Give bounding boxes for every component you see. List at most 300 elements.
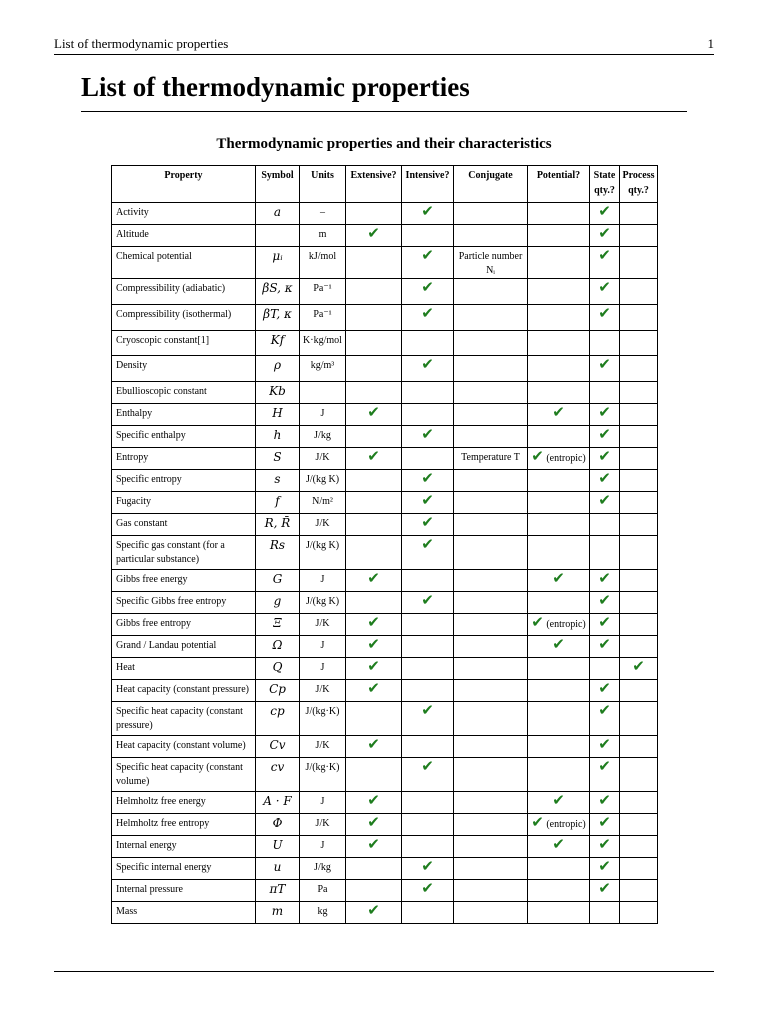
cell-state [590,792,620,814]
cell-conjugate [454,331,528,356]
cell-process [620,792,658,814]
table-row [112,902,658,924]
cell-state [590,902,620,924]
cell-intensive [402,356,454,382]
check-icon: ✔ [598,469,611,487]
cell-units: J/K [300,614,346,636]
table-row [112,658,658,680]
cell-process [620,592,658,614]
cell-units: J [300,636,346,658]
cell-intensive [402,880,454,902]
cell-symbol: Rs [256,536,300,570]
table-row [112,592,658,614]
cell-state [590,514,620,536]
cell-state [590,426,620,448]
cell-property: Compressibility (adiabatic) [112,279,256,305]
check-icon: ✔ [598,835,611,853]
cell-intensive [402,570,454,592]
cell-intensive [402,758,454,792]
cell-potential [528,702,590,736]
cell-process [620,225,658,247]
cell-extensive [346,836,402,858]
cell-extensive [346,225,402,247]
cell-conjugate [454,592,528,614]
table-row [112,814,658,836]
cell-units: J [300,404,346,426]
check-icon: ✔ [421,304,434,322]
check-icon: ✔ [598,635,611,653]
table-row [112,758,658,792]
cell-property: Specific heat capacity (constant volume) [112,758,256,792]
cell-conjugate [454,736,528,758]
cell-property: Specific Gibbs free entropy [112,592,256,614]
cell-process [620,636,658,658]
cell-extensive [346,356,402,382]
cell-intensive [402,636,454,658]
check-icon: ✔ [632,657,645,675]
cell-extensive [346,404,402,426]
cell-symbol: Ω [256,636,300,658]
check-icon: ✔ [552,635,565,653]
cell-units: m [300,225,346,247]
cell-process [620,426,658,448]
cell-potential [528,279,590,305]
cell-extensive [346,203,402,225]
potential-note: (entropic) [546,619,586,630]
table-row [112,880,658,902]
check-icon: ✔ [598,278,611,296]
cell-potential [528,902,590,924]
cell-process [620,382,658,404]
cell-conjugate [454,426,528,448]
cell-extensive [346,492,402,514]
check-icon: ✔ [598,791,611,809]
cell-extensive [346,514,402,536]
check-icon: ✔ [367,447,380,465]
cell-potential [528,592,590,614]
table-row [112,792,658,814]
cell-extensive [346,758,402,792]
table-row [112,331,658,356]
cell-potential [528,880,590,902]
cell-potential [528,492,590,514]
table-body [112,203,658,924]
page-header [54,34,714,55]
cell-units: J/(kg K) [300,536,346,570]
cell-extensive [346,702,402,736]
cell-extensive [346,570,402,592]
cell-state [590,225,620,247]
cell-conjugate: Temperature T [454,448,528,470]
cell-potential [528,836,590,858]
footer-rule [54,971,714,972]
cell-property: Gibbs free energy [112,570,256,592]
cell-units: Pa⁻¹ [300,305,346,331]
column-header-process: Process qty.? [620,166,658,203]
check-icon: ✔ [367,813,380,831]
cell-property: Heat capacity (constant pressure) [112,680,256,702]
cell-units: kg/m³ [300,356,346,382]
check-icon: ✔ [598,246,611,264]
cell-property: Specific entropy [112,470,256,492]
cell-state [590,279,620,305]
cell-property: Helmholtz free energy [112,792,256,814]
check-icon: ✔ [598,224,611,242]
cell-units: Pa⁻¹ [300,279,346,305]
cell-state [590,814,620,836]
cell-state [590,614,620,636]
check-icon: ✔ [552,835,565,853]
cell-potential [528,536,590,570]
cell-state [590,448,620,470]
cell-property: Heat [112,658,256,680]
table-row [112,858,658,880]
cell-symbol: cp [256,702,300,736]
check-icon: ✔ [421,701,434,719]
cell-state [590,758,620,792]
cell-conjugate [454,382,528,404]
cell-process [620,614,658,636]
check-icon: ✔ [421,491,434,509]
cell-potential [528,305,590,331]
cell-extensive [346,279,402,305]
running-title: List of thermodynamic properties [54,36,229,51]
check-icon: ✔ [421,535,434,553]
column-header-conjugate: Conjugate [454,166,528,203]
cell-intensive [402,736,454,758]
cell-intensive [402,514,454,536]
check-icon: ✔ [531,813,544,831]
cell-extensive [346,736,402,758]
cell-symbol: μᵢ [256,247,300,279]
cell-extensive [346,680,402,702]
table-caption: Thermodynamic properties and their characteristics [216,136,552,152]
cell-symbol: βT, κ [256,305,300,331]
cell-state [590,680,620,702]
cell-extensive [346,247,402,279]
cell-extensive [346,470,402,492]
cell-state [590,658,620,680]
cell-process [620,247,658,279]
cell-process [620,203,658,225]
cell-extensive [346,592,402,614]
cell-potential [528,636,590,658]
table-row [112,514,658,536]
cell-intensive [402,247,454,279]
cell-intensive [402,658,454,680]
cell-symbol: Ξ [256,614,300,636]
table-row [112,736,658,758]
cell-intensive [402,536,454,570]
cell-property: Cryoscopic constant[1] [112,331,256,356]
cell-extensive [346,305,402,331]
cell-intensive [402,448,454,470]
check-icon: ✔ [598,491,611,509]
check-icon: ✔ [421,879,434,897]
cell-state [590,736,620,758]
cell-symbol: Kf [256,331,300,356]
cell-property: Chemical potential [112,247,256,279]
check-icon: ✔ [367,791,380,809]
cell-state [590,880,620,902]
cell-conjugate [454,680,528,702]
check-icon: ✔ [552,791,565,809]
page-number: 1 [707,36,714,51]
cell-potential [528,570,590,592]
cell-property: Internal pressure [112,880,256,902]
cell-extensive [346,636,402,658]
cell-intensive [402,225,454,247]
cell-property: Altitude [112,225,256,247]
cell-process [620,448,658,470]
cell-process [620,902,658,924]
check-icon: ✔ [421,355,434,373]
cell-units: J/K [300,736,346,758]
cell-units: J/K [300,680,346,702]
check-icon: ✔ [598,425,611,443]
cell-symbol: s [256,470,300,492]
cell-units: kJ/mol [300,247,346,279]
cell-intensive [402,592,454,614]
cell-extensive [346,426,402,448]
table-row [112,356,658,382]
check-icon: ✔ [552,569,565,587]
cell-symbol: R, R̄ [256,514,300,536]
cell-property: Specific gas constant (for a particular substance) [112,536,256,570]
cell-property: Internal energy [112,836,256,858]
check-icon: ✔ [421,469,434,487]
cell-intensive [402,792,454,814]
cell-state [590,858,620,880]
cell-property: Ebullioscopic constant [112,382,256,404]
check-icon: ✔ [598,879,611,897]
check-icon: ✔ [598,679,611,697]
cell-process [620,492,658,514]
cell-intensive [402,492,454,514]
table-row [112,225,658,247]
cell-symbol: f [256,492,300,514]
cell-conjugate [454,225,528,247]
cell-property: Heat capacity (constant volume) [112,736,256,758]
cell-conjugate [454,858,528,880]
cell-units: J/kg [300,858,346,880]
cell-units: J/K [300,814,346,836]
cell-symbol: Kb [256,382,300,404]
cell-process [620,880,658,902]
table-row [112,247,658,279]
check-icon: ✔ [367,403,380,421]
cell-process [620,736,658,758]
cell-property: Density [112,356,256,382]
cell-units: Pa [300,880,346,902]
check-icon: ✔ [598,202,611,220]
cell-state [590,382,620,404]
check-icon: ✔ [531,613,544,631]
cell-symbol: G [256,570,300,592]
cell-state [590,203,620,225]
cell-conjugate [454,702,528,736]
cell-symbol: a [256,203,300,225]
cell-extensive [346,658,402,680]
check-icon: ✔ [598,701,611,719]
cell-conjugate [454,636,528,658]
column-header-intensive: Intensive? [402,166,454,203]
cell-potential [528,614,590,636]
cell-process [620,470,658,492]
table-row [112,470,658,492]
potential-note: (entropic) [546,453,586,464]
cell-intensive [402,836,454,858]
check-icon: ✔ [598,591,611,609]
check-icon: ✔ [367,735,380,753]
column-header-state: State qty.? [590,166,620,203]
check-icon: ✔ [598,857,611,875]
cell-intensive [402,470,454,492]
table-row [112,426,658,448]
cell-state [590,356,620,382]
cell-property: Activity [112,203,256,225]
check-icon: ✔ [598,735,611,753]
cell-potential [528,814,590,836]
cell-process [620,836,658,858]
cell-extensive [346,331,402,356]
cell-symbol: cv [256,758,300,792]
cell-process [620,758,658,792]
cell-units: J/K [300,514,346,536]
cell-process [620,658,658,680]
check-icon: ✔ [421,591,434,609]
check-icon: ✔ [421,278,434,296]
cell-extensive [346,614,402,636]
check-icon: ✔ [421,425,434,443]
cell-potential [528,356,590,382]
check-icon: ✔ [598,613,611,631]
check-icon: ✔ [531,447,544,465]
cell-extensive [346,536,402,570]
cell-extensive [346,902,402,924]
check-icon: ✔ [421,202,434,220]
cell-conjugate [454,792,528,814]
cell-intensive [402,680,454,702]
cell-process [620,858,658,880]
cell-conjugate [454,536,528,570]
cell-symbol: U [256,836,300,858]
cell-potential [528,758,590,792]
table-row [112,702,658,736]
cell-symbol: Cv [256,736,300,758]
table-row [112,636,658,658]
cell-process [620,570,658,592]
cell-symbol: βS, κ [256,279,300,305]
column-header-potential: Potential? [528,166,590,203]
table-row [112,305,658,331]
page-title: List of thermodynamic properties [81,72,470,102]
cell-potential [528,382,590,404]
cell-units [300,382,346,404]
check-icon: ✔ [598,304,611,322]
cell-property: Fugacity [112,492,256,514]
cell-conjugate [454,758,528,792]
cell-property: Mass [112,902,256,924]
cell-units: K·kg/mol [300,331,346,356]
cell-symbol: H [256,404,300,426]
cell-potential [528,680,590,702]
cell-property: Entropy [112,448,256,470]
cell-units: N/m² [300,492,346,514]
check-icon: ✔ [598,757,611,775]
cell-intensive [402,814,454,836]
cell-conjugate [454,836,528,858]
cell-potential [528,426,590,448]
cell-units: J/(kg·K) [300,702,346,736]
cell-symbol: S [256,448,300,470]
table-row [112,680,658,702]
cell-intensive [402,305,454,331]
check-icon: ✔ [552,403,565,421]
cell-intensive [402,902,454,924]
check-icon: ✔ [421,246,434,264]
cell-symbol: ρ [256,356,300,382]
cell-potential [528,404,590,426]
column-header-property: Property [112,166,256,203]
cell-potential [528,736,590,758]
cell-conjugate [454,305,528,331]
cell-symbol: u [256,858,300,880]
properties-table [111,165,658,924]
cell-property: Compressibility (isothermal) [112,305,256,331]
cell-potential [528,247,590,279]
cell-symbol: m [256,902,300,924]
cell-state [590,331,620,356]
cell-potential [528,792,590,814]
cell-process [620,305,658,331]
cell-conjugate [454,470,528,492]
cell-state [590,636,620,658]
cell-units: J/K [300,448,346,470]
cell-potential [528,448,590,470]
check-icon: ✔ [367,635,380,653]
table-row [112,614,658,636]
cell-intensive [402,404,454,426]
table-row [112,448,658,470]
cell-process [620,331,658,356]
cell-intensive [402,331,454,356]
cell-potential [528,225,590,247]
cell-conjugate [454,356,528,382]
cell-process [620,356,658,382]
cell-conjugate [454,492,528,514]
check-icon: ✔ [367,835,380,853]
cell-extensive [346,382,402,404]
cell-units: J [300,792,346,814]
table-row [112,279,658,305]
cell-intensive [402,858,454,880]
table-row [112,382,658,404]
cell-intensive [402,279,454,305]
cell-potential [528,470,590,492]
cell-state [590,592,620,614]
cell-symbol: g [256,592,300,614]
table-row [112,404,658,426]
column-header-symbol: Symbol [256,166,300,203]
cell-conjugate [454,902,528,924]
cell-process [620,702,658,736]
cell-intensive [402,702,454,736]
cell-state [590,404,620,426]
cell-symbol [256,225,300,247]
potential-note: (entropic) [546,819,586,830]
cell-extensive [346,448,402,470]
